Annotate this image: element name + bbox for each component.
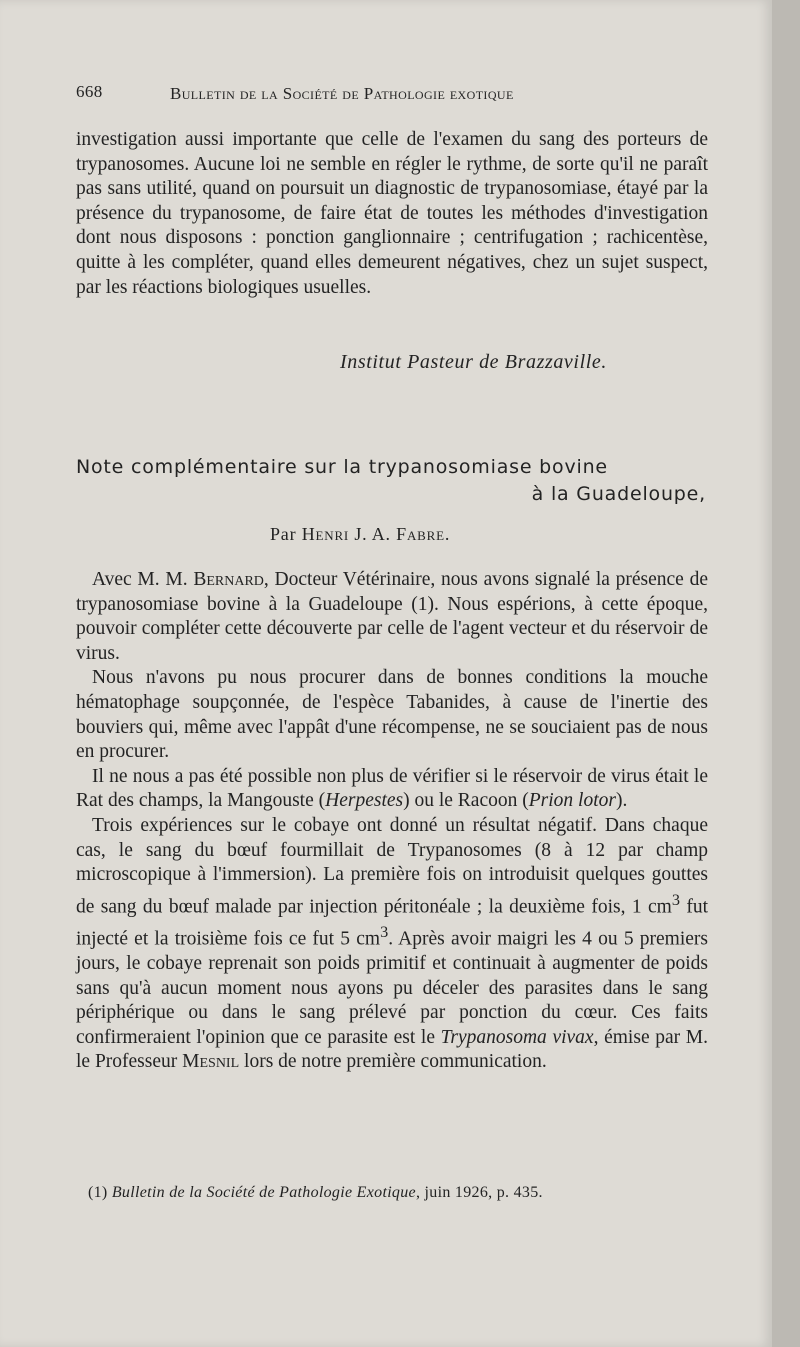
article-title (76, 456, 706, 505)
page-number: 668 (76, 82, 103, 101)
article-author (270, 524, 450, 545)
species-trypanosoma-vivax: Trypanosoma vivax (440, 1026, 594, 1048)
running-title: Bulletin de la Société de Pathologie exotique (170, 84, 514, 103)
species-prion-lotor: Prion lotor (528, 790, 616, 812)
intro-paragraph: investigation aussi importante que celle de l'examen du sang des porteurs de trypanosomes. Aucune loi ne semble en régler le rythme, de sorte qu'il ne paraît pas sans utilité, quand on poursuit un diagnostic de trypanosomiase, étayé par la présence du trypanosome, de faire état de toutes les méthodes d'investigation dont nous disposons : ponction ganglionnaire ; centrifugation ; rachicentèse, quitte à les compléter, quand elles demeurent négatives, chez un sujet suspect, par les réactions biologiques usuelles. (76, 129, 708, 298)
body-paragraph-1: Avec M. M. Bernard, Docteur Vétérinaire, nous avons signalé la présence de trypanosomiase bovine à la Guadeloupe (1). Nous espérions, à cette époque, pouvoir compléter cette découverte par celle de l'agent vecteur et du réservoir de virus. (76, 569, 708, 664)
article-title-line-2: à la Guadeloupe, (531, 483, 706, 505)
person-name-mesnil: Mesnil (182, 1051, 240, 1073)
footnote (88, 1184, 708, 1202)
footnote-marker: (1) (88, 1184, 112, 1201)
footnote-source: Bulletin de la Société de Pathologie Exotique (111, 1184, 416, 1201)
book-spine-edge (772, 0, 800, 1347)
species-herpestes: Herpestes (325, 790, 404, 812)
article-body (76, 568, 708, 1075)
author-prefix: Par (270, 524, 297, 544)
body-paragraph-2: Nous n'avons pu nous procurer dans de bonnes conditions la mouche hématophage soupçonnée, de l'espèce Tabanides, à cause de l'inertie des bouviers qui, même avec l'appât d'une récompense, ne se souciaient pas de nous en procurer. (76, 667, 708, 763)
person-name-bernard: Bernard (193, 569, 264, 590)
institution-signature: Institut Pasteur de Brazzaville. (340, 351, 607, 373)
author-name: Henri J. A. Fabre. (301, 524, 451, 544)
body-paragraph-4: Trois expériences sur le cobaye ont donné un résultat négatif. Dans chaque cas, le sang du bœuf fourmillait de Trypanosomes (8 à 12 par champ microscopique à l'immersion). La première fois on introduisit quelques gouttes de sang du bœuf malade par injection péritonéale ; la deuxième fois, 1 $cm^3$ fut injecté et la troisième fois ce fut 5 $cm^3$. Après avoir maigri les 4 ou 5 premiers jours, le cobaye reprenait son poids primitif et continuait à augmenter de poids sans qu'à aucun moment nous ayons pu déceler des parasites dans le sang périphérique ou dans le sang prélevé par ponction du cœur. Ces faits confirmeraient l'opinion que ce parasite est le Trypanosoma vivax, émise par M. le Professeur Mesnil lors de notre première communication. (76, 814, 708, 1073)
footnote-details: , juin 1926, p. 435. (415, 1184, 543, 1201)
body-paragraph-3: Il ne nous a pas été possible non plus de vérifier si le réservoir de virus était le Rat des champs, la Mangouste (Herpestes) ou le Racoon (Prion lotor). (76, 765, 708, 812)
article-title-line-1: Note complémentaire sur la trypanosomiase bovine (76, 456, 608, 478)
intro-section (76, 128, 708, 300)
